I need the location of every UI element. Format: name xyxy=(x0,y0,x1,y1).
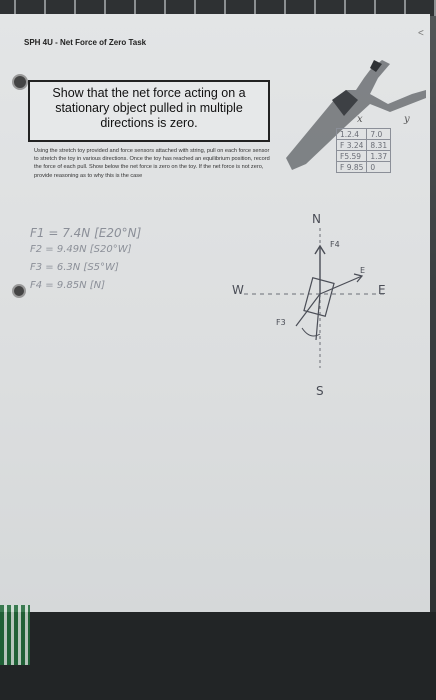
handwritten-f3: F3 = 6.3N [S5°W] xyxy=(30,262,119,273)
table-row: F5.59 1.37 xyxy=(337,151,391,162)
table-row: F 9.85 0 xyxy=(337,162,391,173)
east-label: E xyxy=(378,283,386,297)
task-box xyxy=(28,80,270,142)
f4-label: F4 xyxy=(330,240,340,249)
task-title: Show that the net force acting on a stationary object pulled in multiple directions is zero. xyxy=(52,86,246,130)
north-label: N xyxy=(312,212,321,226)
pen-dot-icon xyxy=(12,284,26,298)
pen-dot-icon xyxy=(12,74,28,90)
south-label: S xyxy=(316,384,324,398)
instructions-text: Using the stretch toy provided and force sensors attached with string, pull on each force sensor to stretch the toy in various directions. Once the toy has reached an equilibrium position, record the force of each pull. Show below the net force is zero on the toy. If the net force is not zero, provide reasoning as to why this is the case xyxy=(34,148,270,179)
west-label: W xyxy=(232,283,244,297)
handwritten-f1: F1 = 7.4N [E20°N] xyxy=(30,226,142,240)
e-label: E xyxy=(360,266,366,275)
f3-label: F3 xyxy=(276,318,286,327)
table-header-x: x xyxy=(357,114,363,125)
worksheet-header: SPH 4U - Net Force of Zero Task xyxy=(24,38,147,47)
corner-mark: < xyxy=(418,28,424,39)
force-components-table xyxy=(336,128,391,173)
green-binder-strip xyxy=(0,605,30,665)
free-body-diagram xyxy=(244,228,414,388)
table-header-y: y xyxy=(404,114,410,125)
table-row: F 3.24 8.31 xyxy=(337,140,391,151)
table-row: 1.2.4 7.0 xyxy=(337,129,391,140)
handwritten-f4: F4 = 9.85N [N] xyxy=(30,280,106,291)
dark-surface xyxy=(0,612,436,700)
handwritten-f2: F2 = 9.49N [S20°W] xyxy=(30,244,132,255)
